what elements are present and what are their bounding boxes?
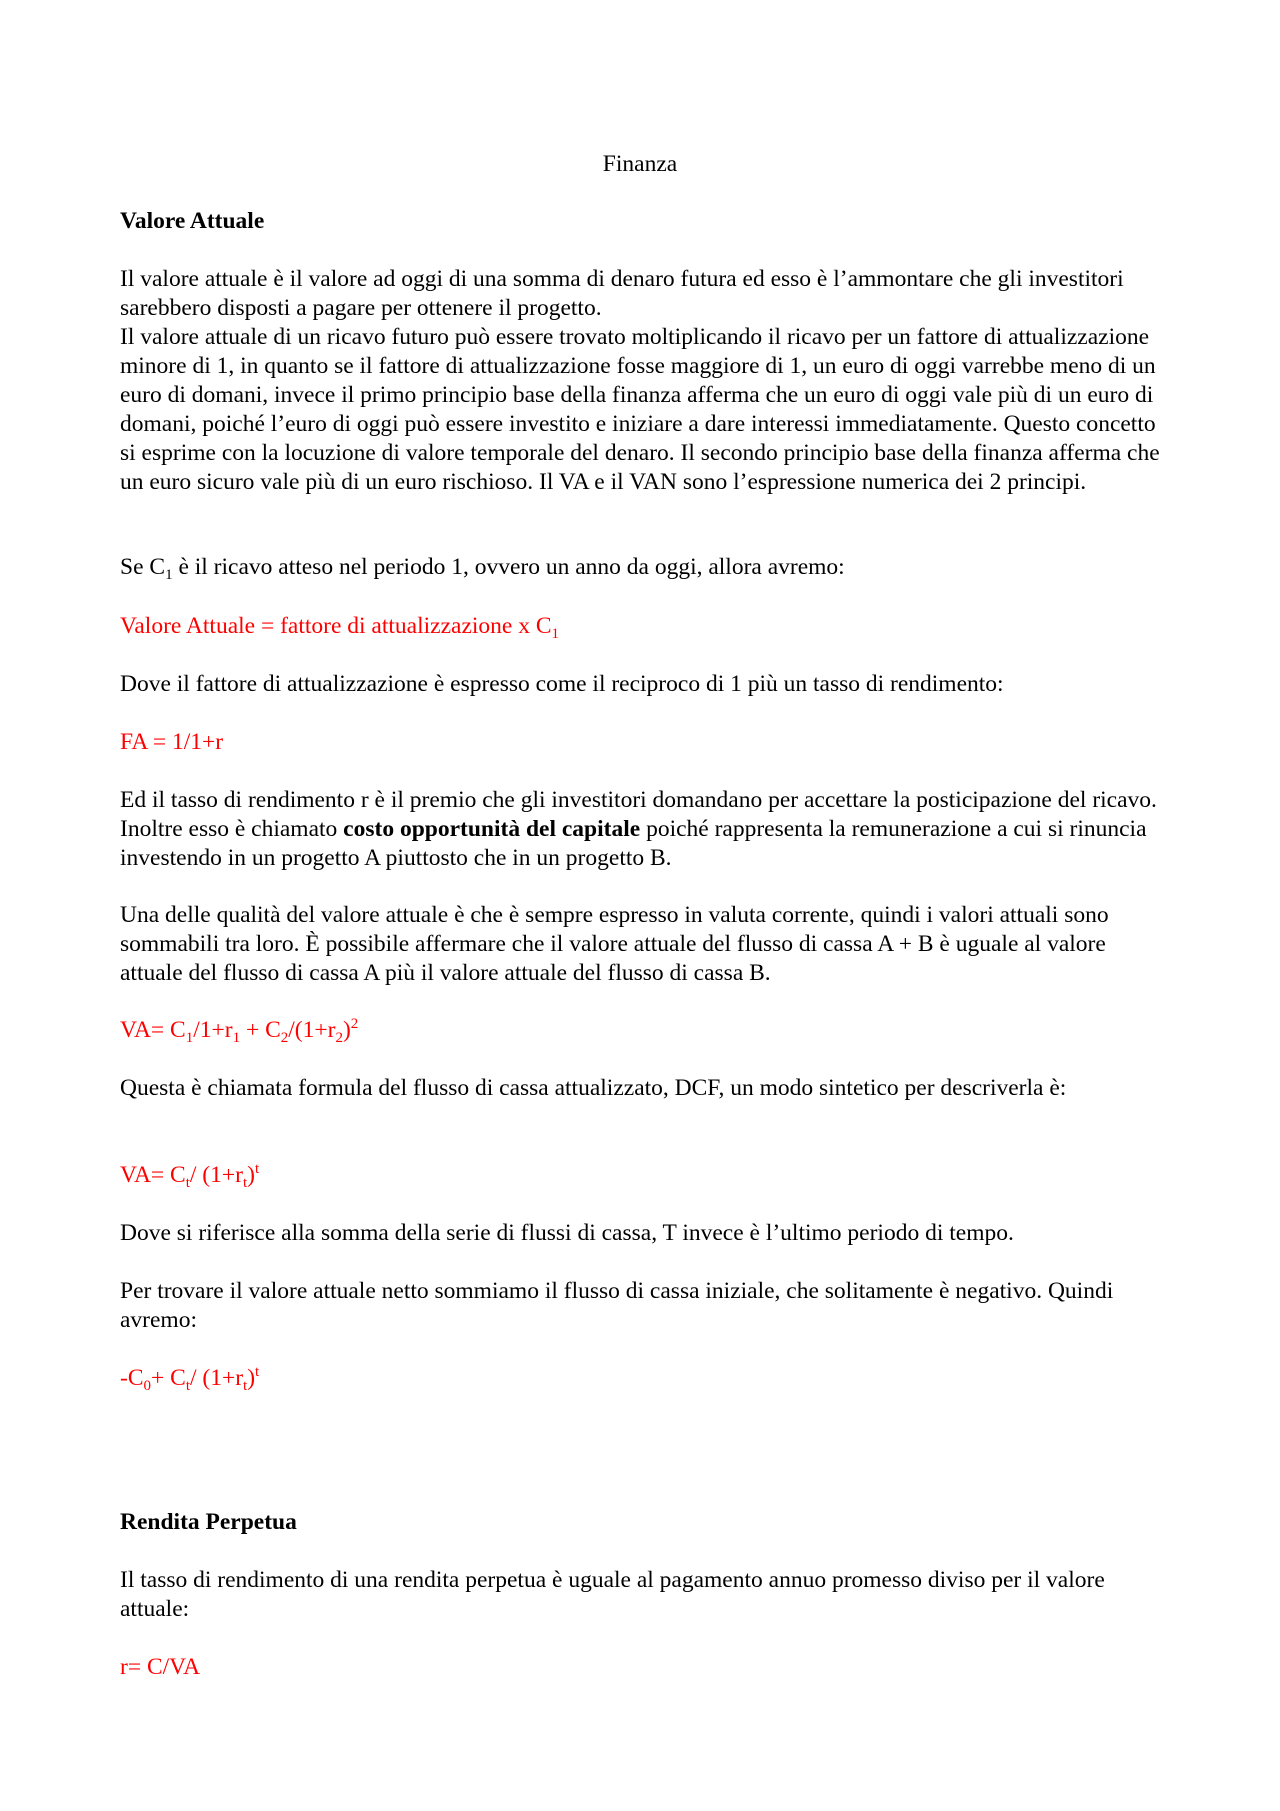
formula-fattore-attualizzazione: FA = 1/1+r (120, 729, 224, 755)
paragraph: Il tasso di rendimento di una rendita perpetua è uguale al pagamento annuo promesso diviso per il valore attuale: (120, 1567, 1105, 1622)
paragraph: Per trovare il valore attuale netto sommiamo il flusso di cassa iniziale, che solitamente è negativo. Quindi avremo: (120, 1278, 1114, 1333)
paragraph: Una delle qualità del valore attuale è che è sempre espresso in valuta corrente, quindi i valori attuali sono sommabili tra loro. È possibile affermare che il valore attuale del flusso di cassa A + B è uguale al valore attuale del flusso di cassa A più il valore attuale del flusso di cassa B. (120, 902, 1109, 986)
section-heading-valore-attuale: Valore Attuale (120, 208, 265, 234)
paragraph: Ed il tasso di rendimento r è il premio che gli investitori domandano per accettare la posticipazione del ricavo. Inoltre esso è chiamato costo opportunità del capitale poiché rappresenta la remunerazione a cui si rinuncia investendo in un progetto A piuttosto che in un progetto B. (120, 787, 1157, 871)
formula-dcf: $VA= C_t/$ $(1+r_t)^t$ (120, 1161, 260, 1191)
formula-van: $-C_0+ C_t/$ $(1+r_t)^t$ (120, 1364, 260, 1394)
paragraph: Dove si riferisce alla somma della serie di flussi di cassa, T invece è l’ultimo periodo di tempo. (120, 1220, 1014, 1246)
paragraph: Se $C_1$ è il ricavo atteso nel periodo 1, ovvero un anno da oggi, allora avremo: (120, 554, 845, 583)
paragraph: Dove il fattore di attualizzazione è espresso come il reciproco di 1 più un tasso di rendimento: (120, 671, 1004, 697)
paragraph: Il valore attuale è il valore ad oggi di una somma di denaro futura ed esso è l’ammontare che gli investitori sarebbero disposti a pagare per ottenere il progetto. (120, 266, 1124, 321)
formula-rendita-perpetua: r= C/VA (120, 1654, 201, 1680)
section-heading-rendita-perpetua: Rendita Perpetua (120, 1509, 297, 1535)
formula-va-somma: $VA= C_1/1+r_1 + C_2/(1+r_2)^2$ (120, 1016, 359, 1046)
formula-valore-attuale: Valore Attuale = fattore di attualizzazione x $C_1$ (120, 613, 560, 642)
page-title: Finanza (602, 151, 678, 177)
paragraph: Questa è chiamata formula del flusso di cassa attualizzato, DCF, un modo sintetico per descriverla è: (120, 1075, 1067, 1101)
paragraph: Il valore attuale di un ricavo futuro può essere trovato moltiplicando il ricavo per un fattore di attualizzazione minore di 1, in quanto se il fattore di attualizzazione fosse maggiore di 1, un euro di oggi varrebbe meno di un euro di domani, invece il primo principio base della finanza afferma che un euro di oggi vale più di un euro di domani, poiché l’euro di oggi può essere investito e iniziare a dare interessi immediatamente. Questo concetto si esprime con la locuzione di valore temporale del denaro. Il secondo principio base della finanza afferma che un euro sicuro vale più di un euro rischioso. Il VA e il VAN sono l’espressione numerica dei 2 principi. (120, 324, 1160, 495)
